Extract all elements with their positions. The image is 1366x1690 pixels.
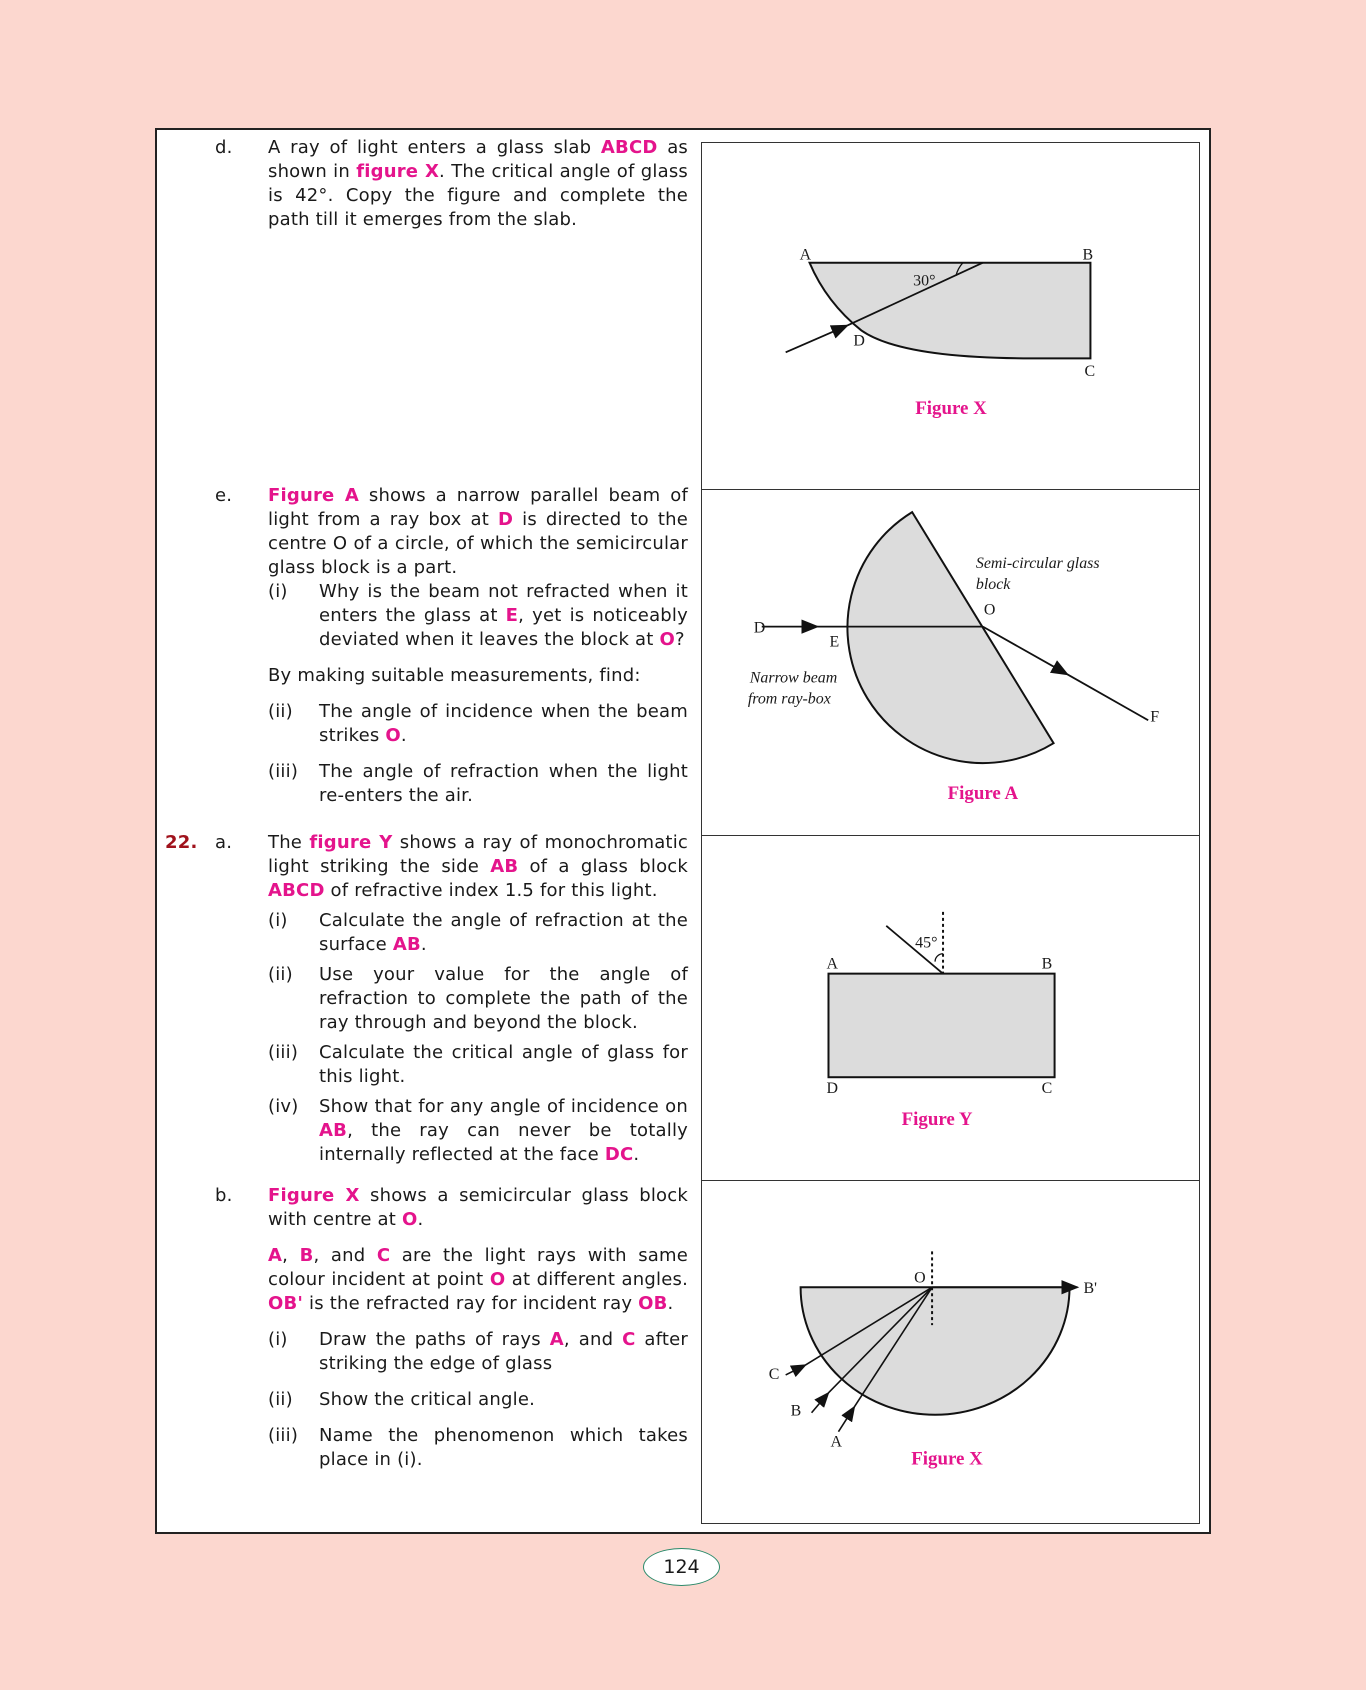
sub-question-iii: (iii) Calculate the critical angle of glass for this light. (268, 1042, 688, 1087)
label-o: O (983, 601, 996, 619)
paragraph-rays: A, B, and C are the light rays with same colour incident at point O at different angles. OB' is the refracted ray for incident ray OB. (268, 1245, 689, 1314)
figure-caption: Figure X (915, 398, 987, 420)
page-frame (155, 128, 1211, 1534)
question-number: 22. (165, 832, 198, 853)
label-b: B (790, 1402, 802, 1420)
figure-a-diagram (702, 490, 1199, 835)
figure-x-slab-diagram (702, 143, 1199, 489)
figure-a (702, 490, 1199, 836)
label-b-prime: B' (1083, 1280, 1097, 1298)
figure-caption: Figure A (947, 782, 1019, 804)
label-b: B (1041, 955, 1053, 973)
figure-x-slab (702, 143, 1199, 490)
emergent-ray-end (1068, 674, 1149, 720)
question-label: b. (215, 1185, 233, 1206)
label-e: E (829, 633, 840, 651)
label-a: A (826, 955, 838, 973)
angle-label: 30° (913, 272, 936, 290)
label-c: C (1041, 1080, 1053, 1098)
sub-question-iv: (iv) Show that for any angle of incidence on AB, the ray can never be totally internally reflected at the face DC. (268, 1096, 688, 1165)
beam-label-line2: from ray-box (747, 690, 831, 708)
question-label: a. (215, 832, 233, 853)
figure-x-semicircle-diagram (702, 1181, 1199, 1525)
figure-y (702, 836, 1199, 1181)
ray-c-arrow (786, 1365, 806, 1375)
label-b: B (1082, 246, 1094, 264)
figure-x-semicircle (702, 1181, 1199, 1525)
sub-question-ii: (ii) The angle of incidence when the beam strikes O. (268, 701, 688, 746)
label-a: A (799, 246, 812, 264)
semicircular-block (801, 1287, 1070, 1414)
sub-question-i: (i) Draw the paths of rays A, and C after striking the edge of glass (268, 1329, 688, 1374)
sub-question-iii: (iii) The angle of refraction when the light re-enters the air. (268, 761, 688, 806)
label-d: D (853, 332, 865, 350)
instruction-text: By making suitable measurements, find: (268, 665, 641, 686)
figure-caption: Figure X (911, 1448, 983, 1470)
sub-question-iii: (iii) Name the phenomenon which takes place in (i). (268, 1425, 688, 1470)
ray-a-arrow (838, 1407, 854, 1432)
ray-b-arrow (812, 1393, 829, 1413)
figure-caption: Figure Y (901, 1109, 973, 1131)
question-label: d. (215, 137, 233, 158)
label-c: C (768, 1365, 780, 1383)
block-label-line1: Semi-circular glass (975, 554, 1100, 572)
sub-question-i: (i) Why is the beam not refracted when it enters the glass at E, yet is noticeably deviated when it leaves the block at O? (268, 581, 688, 650)
question-e: e. Figure A shows a narrow parallel beam of light from a ray box at D is directed to the centre O of a circle, of which the semicircular glass block is a part. (i) Why is the beam not refracted when it enters the glass at E, yet is noticeably deviated when it leaves the block at O? By making suitable measurements, find: (ii) The angle of incidence when the beam strikes O. (iii) The angle of refraction when the light re-enters the air. (215, 485, 688, 806)
glass-block-rect (828, 974, 1054, 1078)
beam-label-line1: Narrow beam (749, 669, 838, 687)
sub-question-ii: (ii) Show the critical angle. (268, 1389, 536, 1410)
semicircular-block (847, 512, 1053, 763)
question-22b: b. Figure X shows a semicircular glass block with centre at O. A, B, and C are the light rays with same colour incident at point O at different angles. OB' is the refracted ray for incident ray OB. (i) Draw the paths of rays A, and C after striking the edge of glass (ii) Show the critical angle. (iii) Name the phenomenon which takes place in (i). (215, 1185, 689, 1470)
angle-arc (935, 954, 943, 962)
block-label-line2: block (975, 575, 1011, 593)
angle-label: 45° (915, 934, 938, 952)
question-d: d. A ray of light enters a glass slab ABCD as shown in figure X. The critical angle of glass is 42°. Copy the figure and complete the path till it emerges from the slab. (215, 137, 688, 230)
incident-ray (786, 325, 848, 352)
label-c: C (1084, 363, 1096, 381)
sub-question-i: (i) Calculate the angle of refraction at the surface AB. (268, 910, 688, 955)
label-o: O (914, 1269, 926, 1287)
label-d: D (753, 619, 766, 637)
sub-question-ii: (ii) Use your value for the angle of refraction to complete the path of the ray through and beyond the block. (268, 964, 688, 1033)
figures-column (701, 142, 1200, 1524)
text-column (157, 130, 702, 1532)
question-22a: 22. a. The figure Y shows a ray of monochromatic light striking the side AB of a glass block ABCD of refractive index 1.5 for this light. (i) Calculate the angle of refraction at the surface AB. (ii) Use your value for the angle of refraction to complete the path of the ray through and beyond the block. (iii) Calculate the critical angle of glass for this light. (iv) Show that for any angle of incidence on AB, the ray can never be totally internally reflected at the face DC. (165, 832, 688, 1165)
page-number: 124 (643, 1548, 720, 1586)
label-a: A (830, 1433, 842, 1451)
label-d: D (826, 1080, 838, 1098)
label-f: F (1150, 708, 1160, 726)
figure-y-diagram (702, 836, 1199, 1180)
question-label: e. (215, 485, 233, 506)
